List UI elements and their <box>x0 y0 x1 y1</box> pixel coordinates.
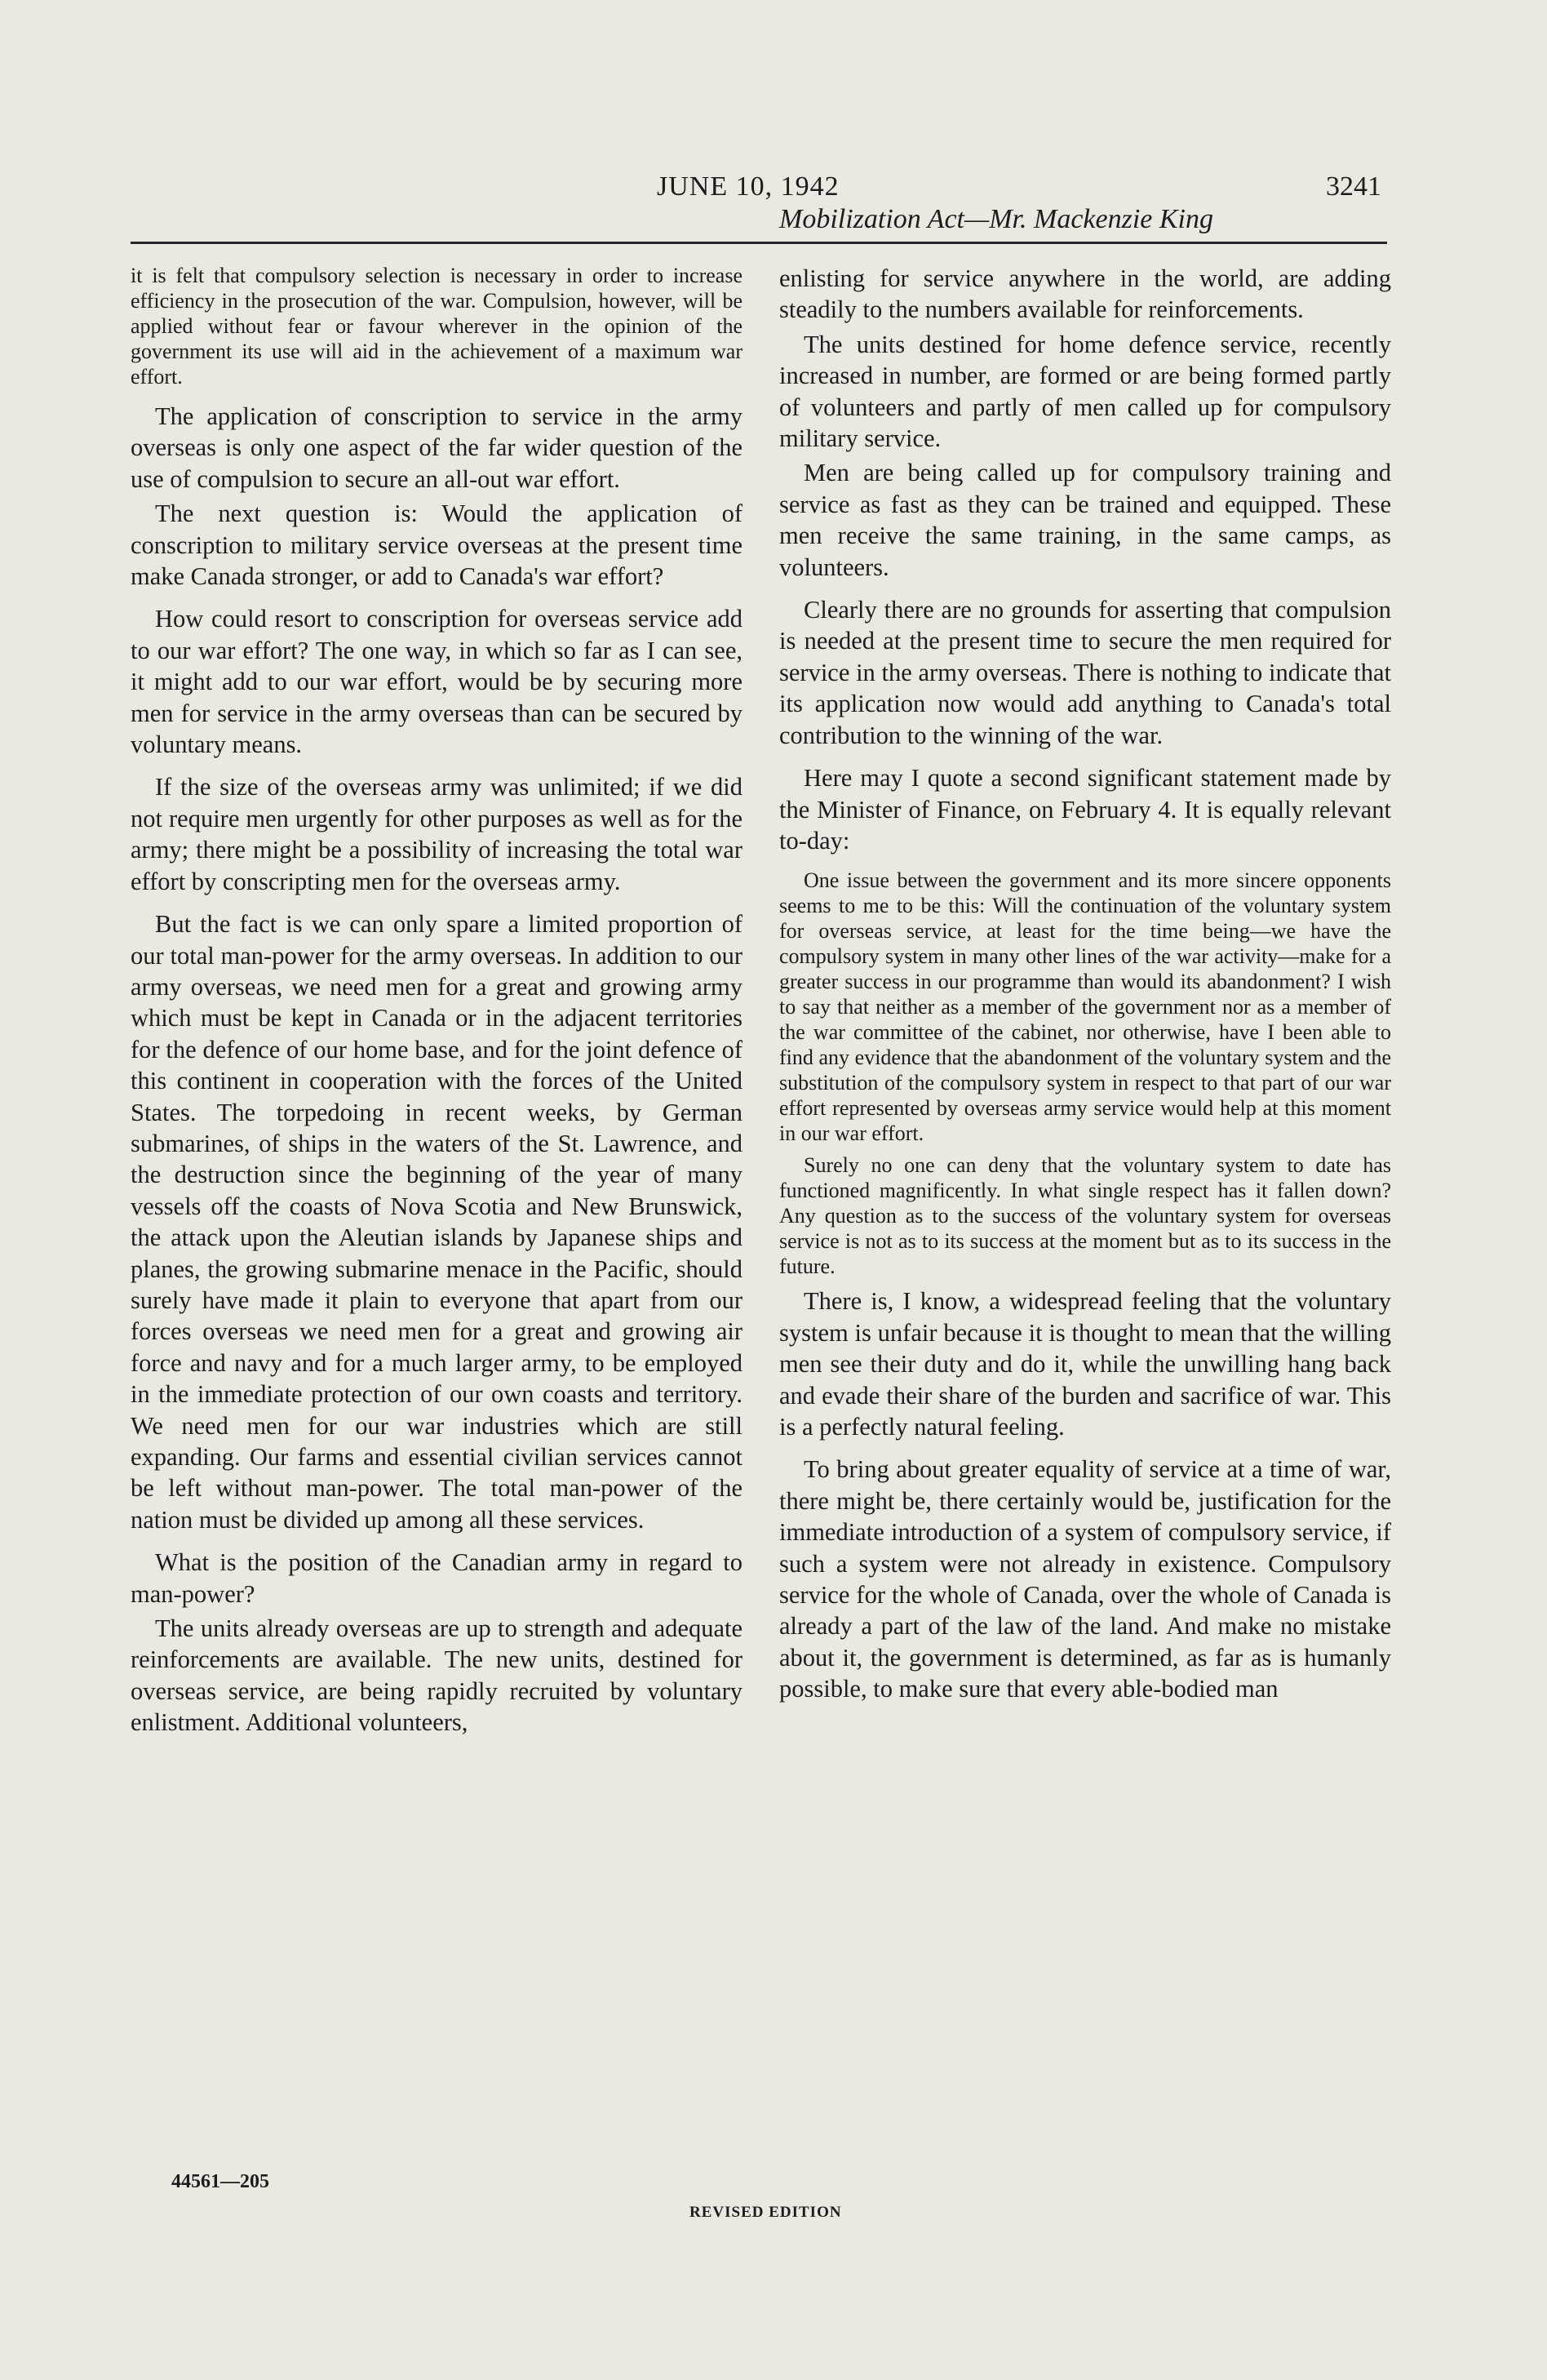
left-column <box>131 263 742 1742</box>
block-quote: Surely no one can deny that the voluntary system to date has functioned magnificently. In what single respect has it fallen down? Any question as to the success of the voluntary system for overseas service is not as to its success at the moment but as to its success in the future. <box>779 1153 1391 1279</box>
paragraph: The application of conscription to service in the army overseas is only one aspect of the far wider question of the use of compulsion to secure an all-out war effort. <box>131 402 742 493</box>
paragraph: The next question is: Would the application of conscription to military service overseas at the present time make Canada stronger, or add to Canada's war effort? <box>131 500 742 591</box>
paragraph: There is, I know, a widespread feeling that the voluntary system is unfair because it is thought to mean that the willing men see their duty and do it, while the unwilling hang back and evade their share of the burden and sacrifice of war. This is a perfectly natural feeling. <box>779 1287 1391 1441</box>
paragraph: But the fact is we can only spare a limited proportion of our total man-power for the army overseas. In addition to our army overseas, we need men for a great and growing army which must be kept in Canada or in the adjacent territories for the defence of our home base, and for the joint defence of this continent in cooperation with the forces of the United States. The torpedoing in recent weeks, by German submarines, of ships in the waters of the St. Lawrence, and the destruction since the beginning of the year of many vessels off the coasts of Nova Scotia and New Brunswick, the attack upon the Aleutian islands by Japanese ships and planes, the growing submarine menace in the Pacific, should surely have made it plain to everyone that apart from our forces overseas we need men for a great and growing air force and navy and for a much larger army, to be employed in the immediate protection of our own coasts and territory. We need men for our war industries which are still expanding. Our farms and essential civilian services cannot be left without man-power. The total man-power of the nation must be divided up among all these services. <box>131 910 742 1534</box>
footer-code: 44561—205 <box>171 2171 269 2192</box>
block-quote: One issue between the government and its more sincere opponents seems to me to be this: Will the continuation of the voluntary system for overseas service, at least for the time being—we have the compulsory system in many other lines of the war activity—make for a greater success in our programme than would its abandonment? I wish to say that neither as a member of the government nor as a member of the war committee of the cabinet, nor otherwise, have I been able to find any evidence that the abandonment of the voluntary system and the substitution of the compulsory system in respect to that part of our war effort represented by overseas army service would help at this moment in our war effort. <box>779 868 1391 1146</box>
header-rule <box>131 242 1387 244</box>
paragraph: To bring about greater equality of service at a time of war, there might be, there certainly would be, justification for the immediate introduction of a system of compulsory service, if such a system were not already in existence. Compulsory service for the whole of Canada, over the whole of Canada is already a part of the law of the land. And make no mistake about it, the government is determined, as far as is humanly possible, to make sure that every able-bodied man <box>779 1455 1391 1703</box>
paragraph: What is the position of the Canadian army in regard to man-power? <box>131 1548 742 1608</box>
header-date: JUNE 10, 1942 <box>657 171 840 202</box>
paragraph: Men are being called up for compulsory training and service as fast as they can be trained and equipped. These men receive the same training, in the same camps, as volunteers. <box>779 459 1391 581</box>
paragraph: Clearly there are no grounds for asserting that compulsion is needed at the present time to secure the men required for service in the army overseas. There is nothing to indicate that its application now would add anything to Canada's total contribution to the winning of the war. <box>779 596 1391 749</box>
paragraph: The units already overseas are up to strength and adequate reinforcements are available. The new units, destined for overseas service, are being rapidly recruited by voluntary enlistment. Additional volunteers, <box>131 1614 742 1737</box>
paragraph: If the size of the overseas army was unlimited; if we did not require men urgently for other purposes as well as for the army; there might be a possibility of increasing the total war effort by conscripting men for the overseas army. <box>131 773 742 895</box>
footer-edition: REVISED EDITION <box>689 2204 842 2221</box>
header-subtitle: Mobilization Act—Mr. Mackenzie King <box>779 204 1213 234</box>
paragraph: Here may I quote a second significant statement made by the Minister of Finance, on February 4. It is equally relevant to-day: <box>779 764 1391 855</box>
right-column <box>779 263 1391 1708</box>
paragraph: How could resort to conscription for overseas service add to our war effort? The one way, in which so far as I can see, it might add to our war effort, would be by securing more men for service in the army overseas than can be secured by voluntary means. <box>131 605 742 759</box>
paragraph: The units destined for home defence service, recently increased in number, are formed or are being formed partly of volunteers and partly of men called up for compulsory military service. <box>779 330 1391 453</box>
paragraph: enlisting for service anywhere in the world, are adding steadily to the numbers available for reinforcements. <box>779 264 1391 324</box>
page-number: 3241 <box>1326 171 1381 202</box>
paragraph: it is felt that compulsory selection is necessary in order to increase efficiency in the prosecution of the war. Compulsion, however, will be applied without fear or favour wherever in the opinion of the government its use will aid in the achievement of a maximum war effort. <box>131 264 742 389</box>
